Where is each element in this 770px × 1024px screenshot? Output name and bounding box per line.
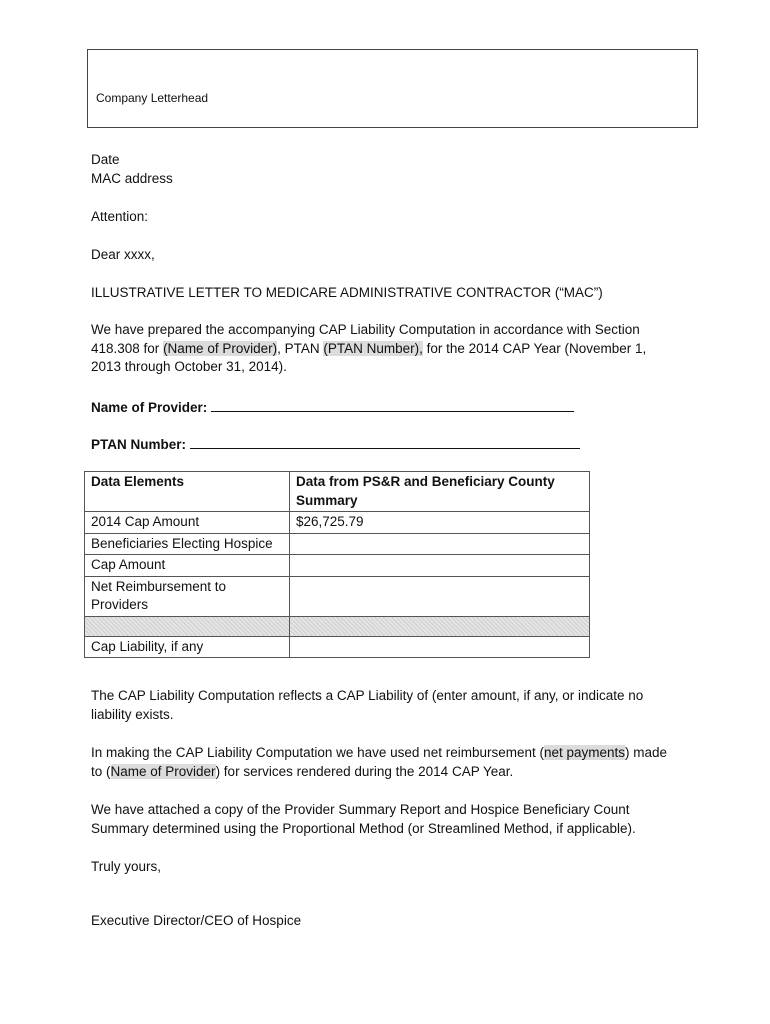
table-cell: 2014 Cap Amount	[85, 512, 290, 534]
reimbursement-text-3: ) for services rendered during the 2014 CAP Year.	[215, 763, 514, 779]
reimbursement-text-2: ) made to (	[91, 745, 668, 779]
reimbursement-paragraph	[91, 744, 671, 781]
ptan-field-label: PTAN Number:	[91, 437, 187, 452]
table-cell	[290, 533, 590, 555]
table-cell: $26,725.79	[290, 512, 590, 534]
intro-text-3: for the 2014 CAP Year (November 1, 2013 through October 31, 2014).	[91, 340, 647, 374]
table-row-shaded	[85, 616, 590, 636]
provider-field-blank[interactable]	[211, 397, 574, 412]
letter-subject: ILLUSTRATIVE LETTER TO MEDICARE ADMINISTRATIVE CONTRACTOR (“MAC”)	[91, 285, 603, 300]
table-cell: Beneficiaries Electing Hospice	[85, 533, 290, 555]
table-header-row	[85, 472, 590, 512]
intro-paragraph	[91, 321, 671, 377]
cap-data-table	[84, 471, 590, 658]
table-cell	[290, 636, 590, 658]
table-header-cell: Data Elements	[85, 472, 290, 512]
ptan-field-blank[interactable]	[190, 434, 580, 449]
reimbursement-text-1: In making the CAP Liability Computation we have used net reimbursement (	[91, 745, 544, 760]
table-row	[85, 636, 590, 658]
intro-text-1: We have prepared the accompanying CAP Liability Computation in accordance with Section 418.308 for	[91, 322, 640, 356]
table-header-cell: Data from PS&R and Beneficiary County Summary	[290, 472, 590, 512]
table-cell	[290, 555, 590, 577]
ptan-field	[91, 434, 681, 455]
table-row	[85, 512, 590, 534]
intro-text-2: , PTAN	[277, 340, 324, 356]
net-payments-placeholder: net payments	[543, 745, 626, 760]
ptan-placeholder: (PTAN Number),	[323, 340, 423, 356]
letterhead-label: Company Letterhead	[96, 91, 209, 105]
table-cell	[85, 616, 290, 636]
table-cell: Cap Amount	[85, 555, 290, 577]
salutation: Dear xxxx,	[91, 247, 155, 262]
table-row	[85, 555, 590, 577]
provider-field	[91, 397, 681, 418]
provider-field-label: Name of Provider:	[91, 400, 208, 415]
table-cell: Cap Liability, if any	[85, 636, 290, 658]
table-row	[85, 533, 590, 555]
table-cell	[290, 616, 590, 636]
attention-line: Attention:	[91, 209, 149, 224]
date-line: Date	[91, 152, 120, 167]
table-cell: Net Reimbursement to Providers	[85, 576, 290, 616]
signature-line: Executive Director/CEO of Hospice	[91, 913, 302, 928]
letterhead-box	[87, 49, 698, 128]
table-cell	[290, 576, 590, 616]
liability-paragraph: The CAP Liability Computation reflects a CAP Liability of (enter amount, if any, or indicate no liability exists.	[91, 688, 644, 722]
provider-placeholder: (Name of Provider)	[163, 340, 278, 356]
closing: Truly yours,	[91, 859, 162, 874]
mac-address-line: MAC address	[91, 171, 173, 186]
table-row	[85, 576, 590, 616]
attachment-paragraph: We have attached a copy of the Provider Summary Report and Hospice Beneficiary Count Summary determined using the Proportional Method (or Streamlined Method, if applicable).	[91, 802, 636, 836]
provider-name-placeholder: Name of Provider	[110, 763, 216, 779]
